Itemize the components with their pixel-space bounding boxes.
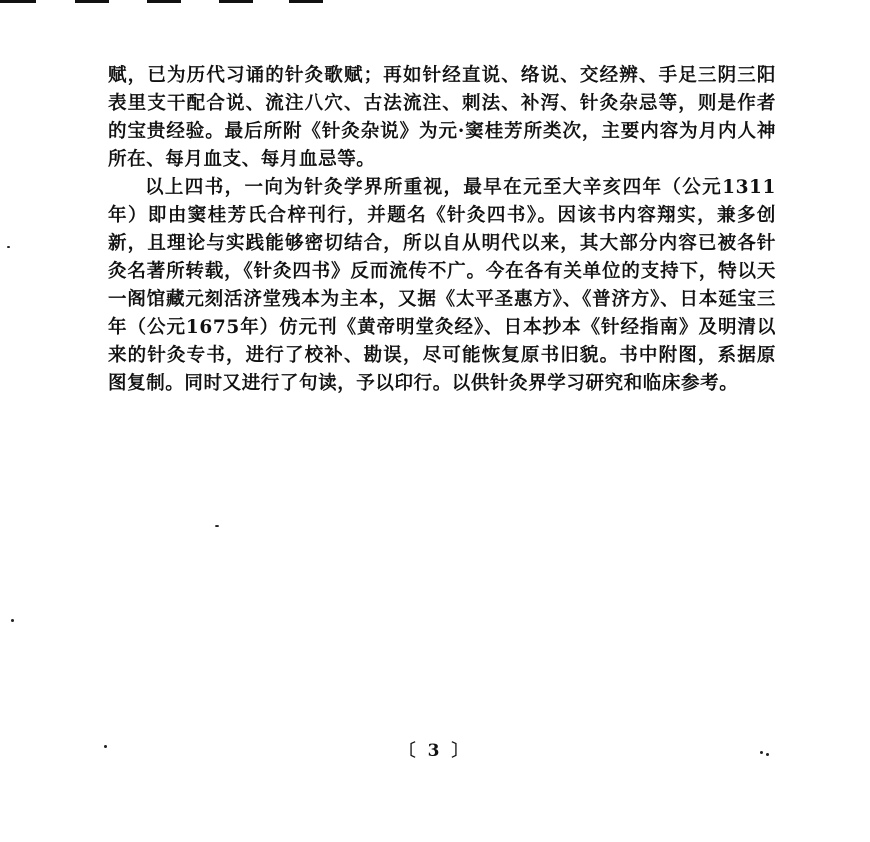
scan-speck	[215, 525, 219, 527]
document-body	[108, 62, 776, 398]
scan-speck	[104, 745, 107, 748]
top-scan-mark	[147, 0, 181, 3]
paragraph: 赋，已为历代习诵的针灸歌赋；再如针经直说、络说、交经辨、手足三阴三阳表里支干配合说、流注八穴、古法流注、刺法、补泻、针灸杂忌等，则是作者的宝贵经验。最后所附《针灸杂说》为元·窦桂芳所类次，主要内容为月内人神所在、每月血支、每月血忌等。	[108, 65, 776, 170]
top-scan-mark	[219, 0, 253, 3]
top-scan-mark	[289, 0, 323, 3]
top-scan-mark	[75, 0, 109, 3]
scan-speck	[7, 246, 10, 248]
scan-speck	[766, 753, 769, 756]
scan-speck	[11, 619, 14, 622]
paragraph: 以上四书，一向为针灸学界所重视，最早在元至大辛亥四年（公元1311年）即由窦桂芳氏合梓刊行，并题名《针灸四书》。因该书内容翔实，兼多创新，且理论与实践能够密切结合，所以自从明代以来，其大部分内容已被各针灸名著所转载，《针灸四书》反而流传不广。今在各有关单位的支持下，特以天一阁馆藏元刻活济堂残本为主本，又据《太平圣惠方》、《普济方》、日本延宝三年（公元1675年）仿元刊《黄帝明堂灸经》、日本抄本《针经指南》及明清以来的针灸专书，进行了校补、勘误，尽可能恢复原书旧貌。书中附图，系据原图复制。同时又进行了句读，予以印行。以供针灸界学习研究和临床参考。	[108, 177, 776, 394]
page-number: 〔 3 〕	[398, 741, 472, 761]
top-scan-mark	[0, 0, 36, 3]
scan-speck	[760, 751, 763, 754]
